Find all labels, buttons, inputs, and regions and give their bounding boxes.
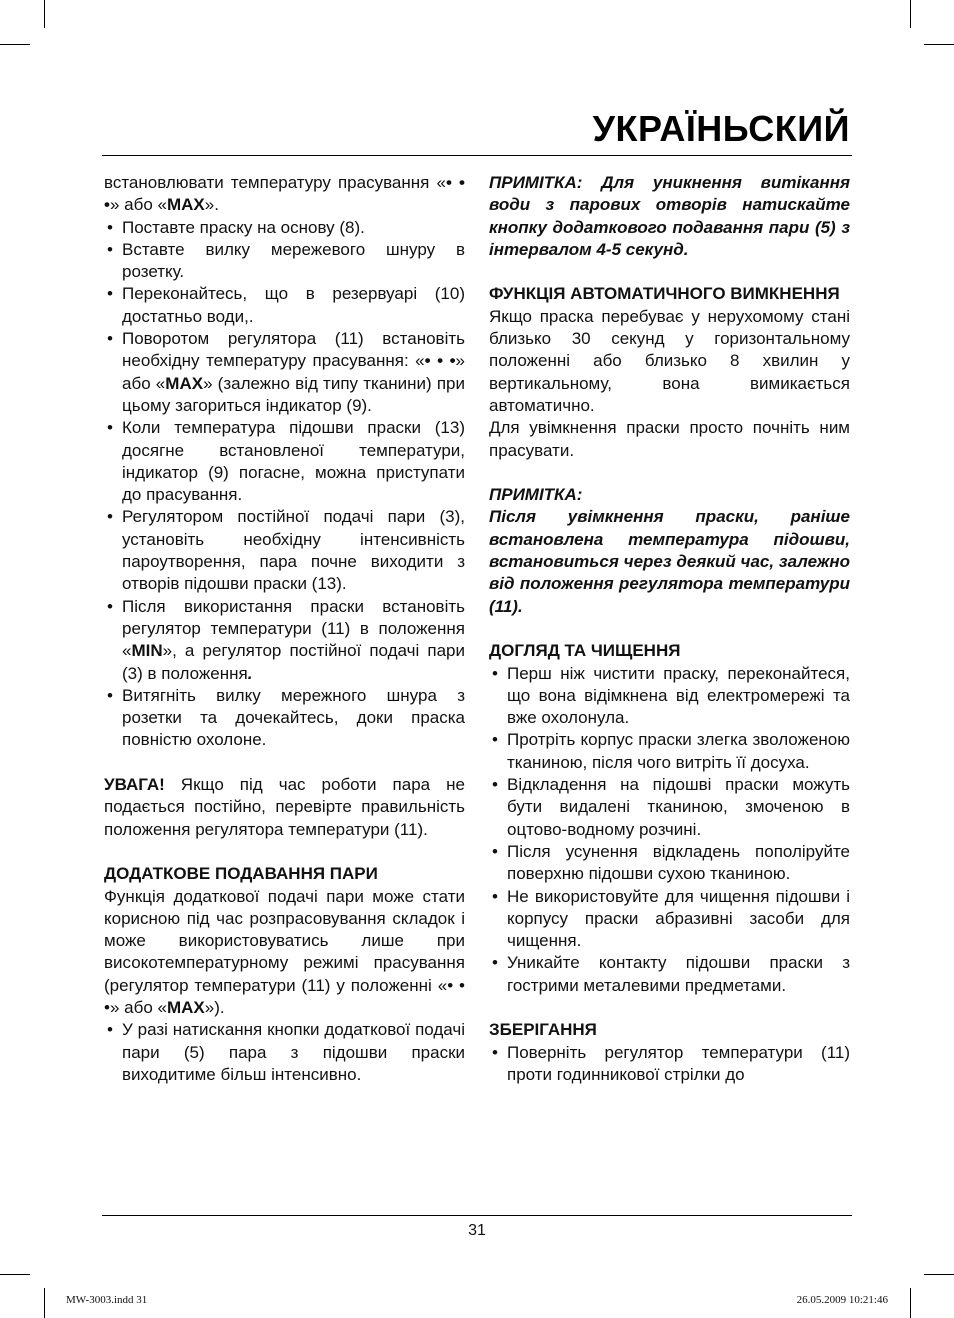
list-item: • У разі натискання кнопки додаткової подачі пари (5) пара з підошви праски виходитиме більш інтенсивно. [107, 1020, 465, 1084]
list-item: • Поставте праску на основу (8). [107, 217, 365, 237]
section-heading-storage: ЗБЕРІГАННЯ [489, 1020, 597, 1040]
list-item: • Не використовуйте для чищення підошви і корпусу праски абразивні засоби для чищення. [492, 886, 850, 951]
storage-list [489, 1042, 850, 1087]
extra-steam-list [104, 1019, 465, 1086]
slug-filename: MW-3003.indd 31 [66, 1294, 148, 1306]
list-item: • Уникайте контакту підошви праски з гострими металевими предметами. [492, 953, 850, 995]
header-rule [102, 155, 852, 156]
section-heading-care: ДОГЛЯД ТА ЧИЩЕННЯ [489, 641, 681, 661]
intro-paragraph: встановлювати температуру прасування «• • •» або «MAX». [104, 173, 465, 215]
note-paragraph: ПРИМІТКА: Для уникнення витікання води з парових отворів натискайте кнопку додаткового подавання пари (5) з інтервалом 4-5 секунд. [489, 173, 850, 259]
section-heading-auto-off: ФУНКЦІЯ АВТОМАТИЧНОГО ВИМКНЕННЯ [489, 284, 840, 304]
extra-steam-paragraph: Функція додаткової подачі пари може стати корисною під час розпрасовування складок і може використовуватись лише при високотемпературному режимі прасування (регулятор температури (11) у положенні «• • •» або «MAX»). [104, 886, 465, 1017]
list-item: • Коли температура підошви праски (13) досягне встановленої температури, індикатор (9) погасне, можна приступати до прасування. [107, 418, 465, 505]
crop-mark [910, 1288, 911, 1318]
crop-mark [44, 1288, 45, 1318]
page-title: УКРАЇНЬСКИЙ [592, 108, 850, 149]
note-paragraph-2: Після увімкнення праски, раніше встановлена температура підошви, встановиться через деякий час, залежно від положення регулятора температури (11). [489, 507, 850, 616]
crop-mark [44, 0, 45, 28]
auto-off-paragraph-2: Для увімкнення праски просто почніть ним прасувати. [489, 418, 850, 460]
list-item: • Регулятором постійної подачі пари (3), установіть необхідну інтенсивність пароутворення, пара почне виходити з отворів підошви праски (13). [107, 507, 465, 594]
note-label: ПРИМІТКА: [489, 485, 583, 505]
crop-mark [924, 44, 954, 45]
list-item: • Відкладення на підошві праски можуть бути видалені тканиною, змоченою в оцтово-водному розчині. [492, 775, 850, 839]
warning-label: УВАГА! [104, 775, 165, 795]
footer-rule [102, 1215, 852, 1216]
list-item: • Вставте вилку мережевого шнуру в розетку. [107, 239, 465, 282]
auto-off-paragraph: Якщо праска перебуває у нерухомому стані близько 30 секунд у горизонтальному положенні або близько 8 хвилин у вертикальному, вона вимикається автоматично. [489, 306, 850, 415]
slug-datetime: 26.05.2009 10:21:46 [796, 1294, 888, 1306]
section-heading-extra-steam: ДОДАТКОВЕ ПОДАВАННЯ ПАРИ [104, 864, 378, 884]
left-column [104, 172, 465, 1086]
list-item: • Перш ніж чистити праску, переконайтеся, що вона відімкнена від електромережі та вже охолонула. [492, 663, 850, 728]
list-item: • Переконайтесь, що в резервуарі (10) достатньо води,. [107, 284, 465, 326]
page-number: 31 [468, 1222, 486, 1239]
care-list [489, 663, 850, 997]
list-item: • Після усунення відкладень пополіруйте поверхню підошви сухою тканиною. [492, 841, 850, 884]
list-item: • Поверніть регулятор температури (11) проти годинникової стрілки до [492, 1042, 850, 1084]
list-item: • Поворотом регулятора (11) встановіть необхідну температуру прасування: «• • •» або «MAX» (залежно від типу тканини) при цьому загориться індикатор (9). [107, 329, 466, 415]
list-item: • Після використання праски встановіть регулятор температури (11) в положення «MIN», а регулятор постійної подачі пари (3) в положення. [107, 596, 465, 683]
warning-paragraph: УВАГА! Якщо під час роботи пара не подається постійно, перевірте правильність положення регулятора температури (11). [104, 775, 465, 839]
crop-mark [910, 0, 911, 28]
instruction-list [104, 217, 465, 752]
crop-mark [924, 1274, 954, 1275]
right-column [489, 172, 850, 1086]
list-item: • Протріть корпус праски злегка зволоженою тканиною, після чого витріть її досуха. [492, 730, 850, 772]
list-item: • Витягніть вилку мережного шнура з розетки та дочекайтесь, доки праска повністю охолоне. [107, 685, 465, 750]
crop-mark [0, 44, 30, 45]
crop-mark [0, 1274, 30, 1275]
